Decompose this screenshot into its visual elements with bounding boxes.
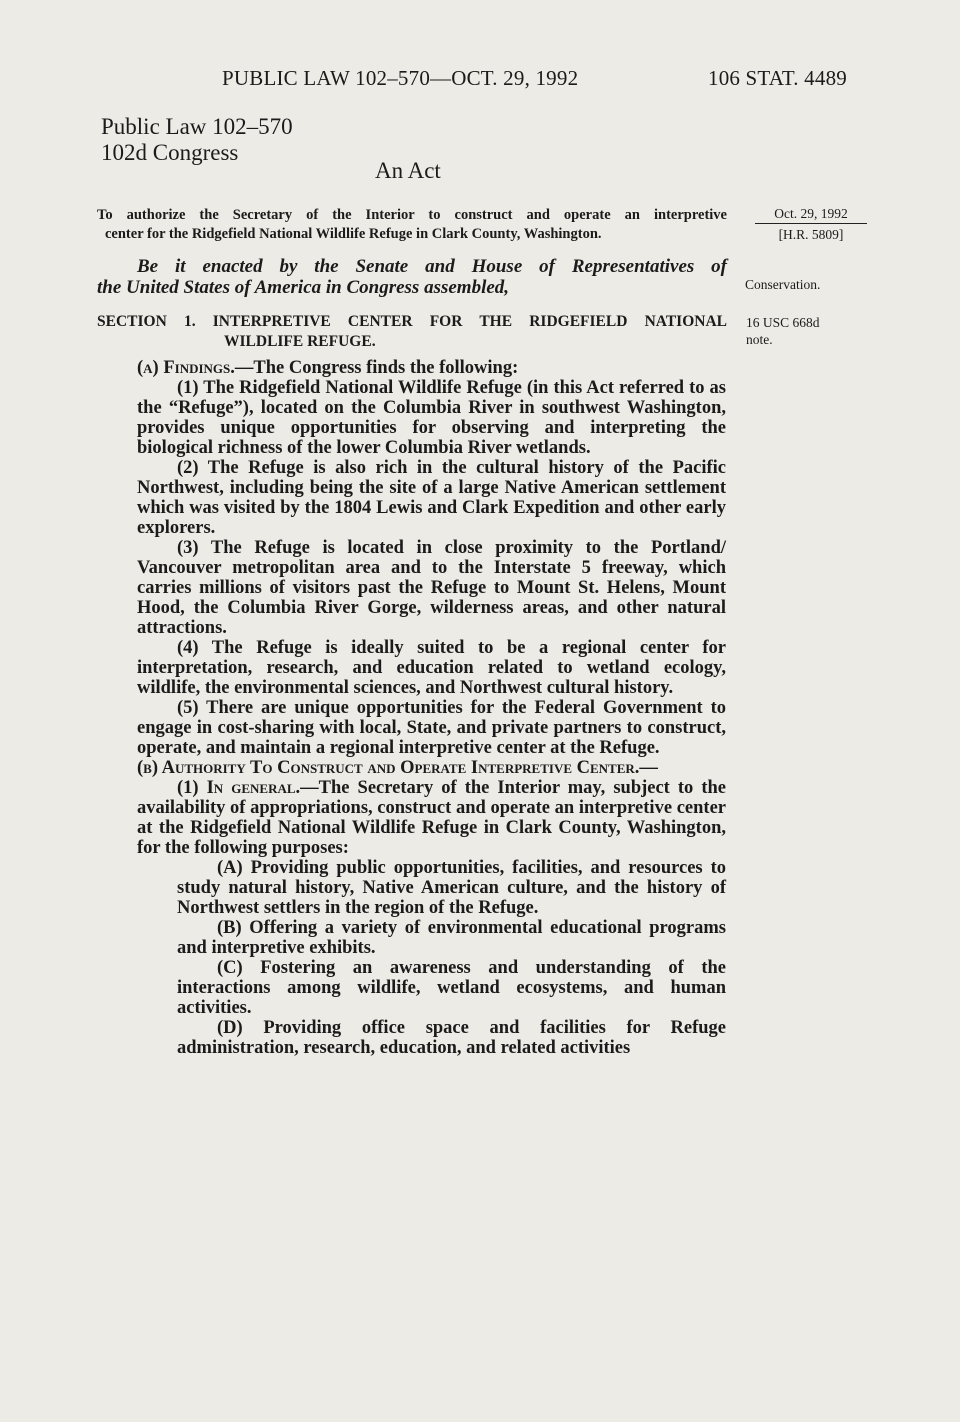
congress-label: 102d Congress [101, 140, 239, 165]
purpose-line: center for the Ridgefield National Wildlife Refuge in Clark County, Washington. [105, 226, 602, 242]
usc-note-label: note. [746, 332, 773, 347]
margin-date-block [759, 205, 863, 243]
section-heading [97, 312, 727, 352]
findings-heading: (a) Findings. [137, 358, 235, 378]
enacting-line: Be it enacted by the Senate and House of Representatives of [137, 256, 727, 277]
finding-2: (2) The Refuge is also rich in the cultural history of the Pacific Northwest, including being the site of a large Native American settlement which was visited by the 1804 Lewis and Clark Expedition and other early explorers. [137, 458, 726, 538]
findings-intro-text: —The Congress finds the following: [234, 358, 519, 378]
enacting-clause [97, 256, 727, 298]
purpose-D: (D) Providing office space and facilities for Refuge administration, research, education, and related activities [177, 1018, 726, 1058]
stat-page-number: 106 STAT. 4489 [708, 66, 847, 90]
running-head: PUBLIC LAW 102–570—OCT. 29, 1992 [222, 66, 579, 90]
enacting-line: the United States of America in Congress assembled, [97, 277, 510, 298]
section-heading-line: SECTION 1. INTERPRETIVE CENTER FOR THE RIDGEFIELD NATIONAL [97, 313, 727, 330]
finding-5: (5) There are unique opportunities for the Federal Government to engage in cost-sharing with local, State, and private partners to construct, operate, and maintain a regional interpretive center at the Refuge. [137, 698, 726, 758]
law-number: Public Law 102–570 [101, 114, 293, 139]
purpose-line: To authorize the Secretary of the Interior to construct and operate an interpretive [97, 207, 727, 223]
finding-3: (3) The Refuge is located in close proximity to the Portland/ Vancouver metropolitan area and to the Interstate 5 freeway, which carries millions of visitors past the Refuge to Mount St. Helens, Mount Hood, the Columbia River Gorge, wilderness areas, and other natural attractions. [137, 538, 726, 638]
section-heading-line: WILDLIFE REFUGE. [224, 333, 376, 350]
approval-date: Oct. 29, 1992 [774, 206, 848, 221]
section-body [137, 358, 726, 1058]
margin-subject: Conservation. [745, 277, 821, 292]
purpose-statement [97, 206, 727, 244]
general-authority-heading: (1) In general. [177, 778, 301, 798]
purpose-C: (C) Fostering an awareness and understanding of the interactions among wildlife, wetland ecosystems, and human activities. [177, 958, 726, 1018]
general-authority-text: —The Secretary of the Interior may, subject to the availability of appropriations, construct and operate an interpretive center at the Ridgefield National Wildlife Refuge in Clark County, Washington, for the following purposes: [137, 778, 726, 858]
purpose-B: (B) Offering a variety of environmental educational programs and interpretive exhibits. [177, 918, 726, 958]
margin-rule [755, 223, 867, 224]
authority-heading: (b) Authority To Construct and Operate Interpretive Center.— [137, 758, 658, 778]
margin-usc-note [746, 314, 820, 348]
law-identifier [101, 114, 293, 166]
findings-intro [137, 358, 726, 378]
purpose-A: (A) Providing public opportunities, facilities, and resources to study natural history, Native American culture, and the history of Northwest settlers in the region of the Refuge. [177, 858, 726, 918]
general-authority [137, 778, 726, 858]
finding-4: (4) The Refuge is ideally suited to be a regional center for interpretation, research, and education related to wetland ecology, wildlife, the environmental sciences, and Northwest cultural history. [137, 638, 726, 698]
finding-1: (1) The Ridgefield National Wildlife Refuge (in this Act referred to as the “Refuge”), located on the Columbia River in southwest Washington, provides unique opportunities for observing and interpreting the biological richness of the lower Columbia River wetlands. [137, 378, 726, 458]
bill-number: [H.R. 5809] [778, 227, 844, 242]
act-title: An Act [375, 158, 441, 183]
usc-citation: 16 USC 668d [746, 315, 820, 330]
